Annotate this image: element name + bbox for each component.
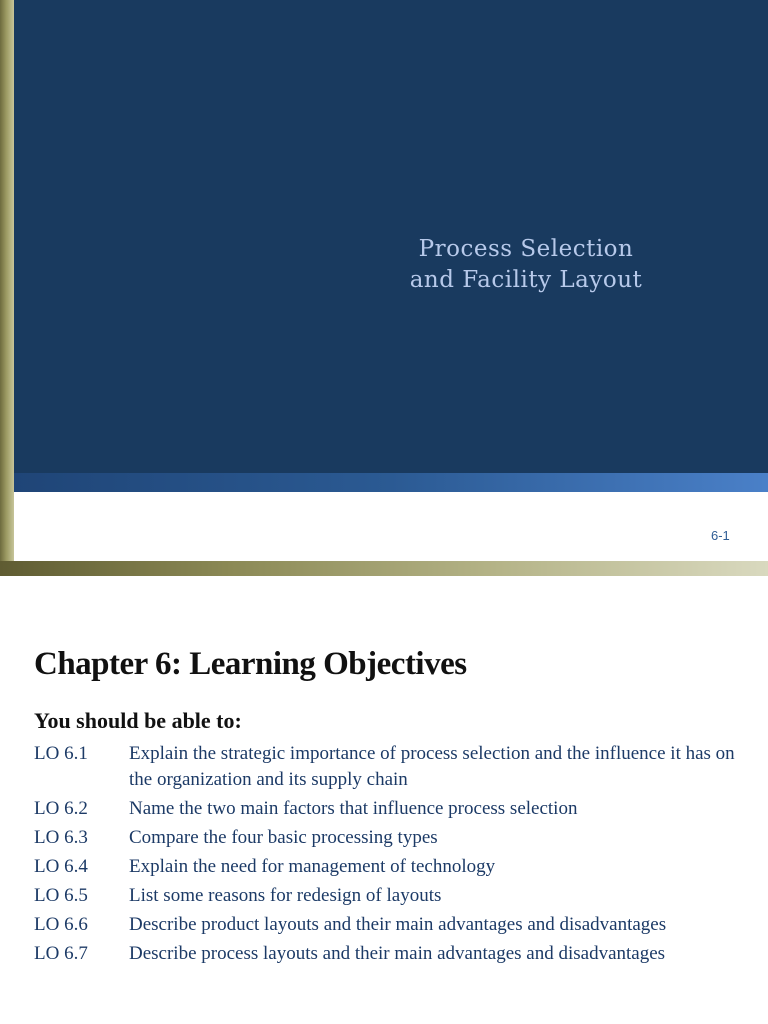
objective-text: List some reasons for redesign of layouts [129,885,442,906]
objective-code: LO 6.2 [34,798,88,819]
objectives-heading: Chapter 6: Learning Objectives [34,646,467,682]
objective-text: Describe product layouts and their main advantages and disadvantages [129,914,667,935]
objective-code: LO 6.4 [34,856,88,877]
objective-code: LO 6.7 [34,943,88,964]
objectives-subheading: You should be able to: [34,708,242,733]
objective-code: LO 6.6 [34,914,88,935]
slide-title-line-2: and Facility Layout [409,267,643,293]
objective-item [34,941,754,967]
blue-accent-band [14,473,768,492]
objectives-slide [0,576,768,1024]
objective-code: LO 6.1 [34,743,88,764]
objective-item [34,796,754,822]
objective-item [34,883,754,909]
slide-title-line-1: Process Selection [418,236,634,262]
objective-code: LO 6.5 [34,885,88,906]
slide-page-number: 6-1 [711,528,730,543]
objective-item [34,825,754,851]
objective-item [34,854,754,880]
objectives-list [34,741,754,970]
objective-code: LO 6.3 [34,827,88,848]
left-accent-bar [0,0,14,576]
bottom-accent-bar [0,561,768,576]
objective-text: Describe process layouts and their main advantages and disadvantages [129,943,666,964]
slide-title [326,234,726,296]
objective-text: Name the two main factors that influence process selection [129,798,578,819]
objective-text: Compare the four basic processing types [129,827,438,848]
objective-item [34,912,754,938]
objective-text: Explain the strategic importance of process selection and the influence it has on the organization and its supply chain [129,743,735,790]
objective-text: Explain the need for management of technology [129,856,496,877]
objective-item [34,741,754,793]
